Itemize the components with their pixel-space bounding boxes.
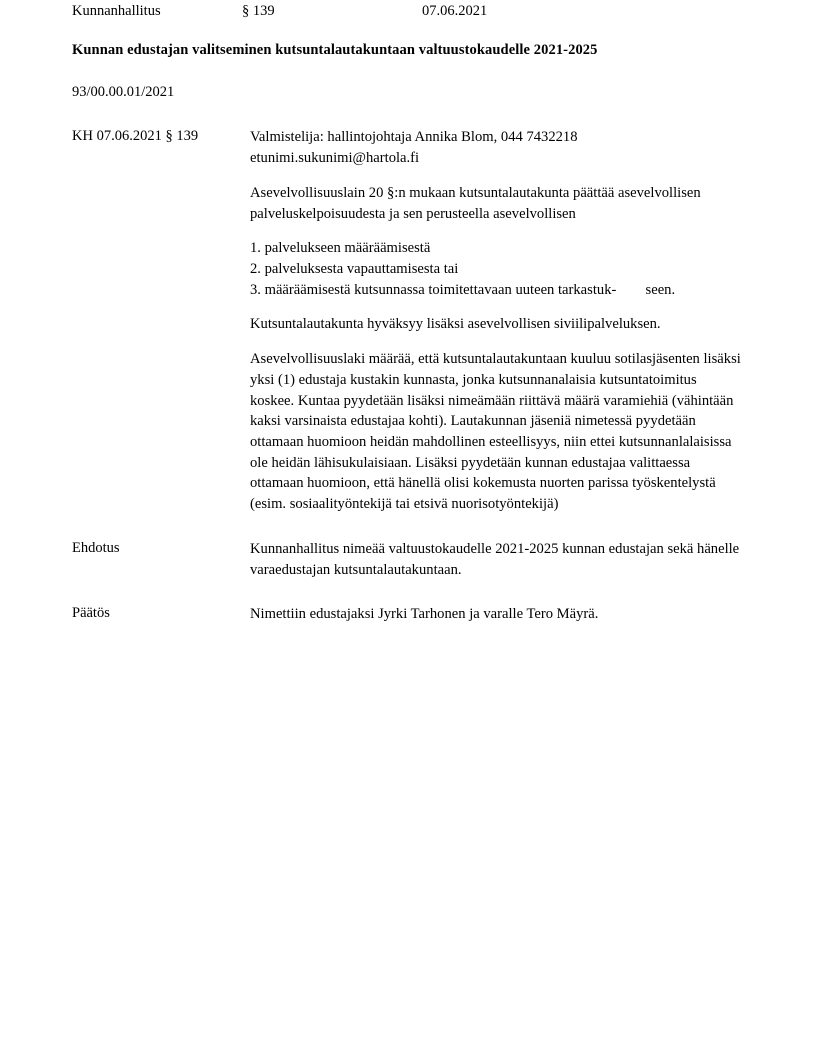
list-item: 1. palvelukseen määräämisestä bbox=[250, 240, 431, 257]
decision-body-block bbox=[72, 127, 744, 515]
list-item: 3. määräämisestä kutsunnassa toimitettavaan uuteen tarkastuk- seen. bbox=[250, 281, 676, 298]
civil-service-paragraph: Kutsuntalautakunta hyväksyy lisäksi asevelvollisen siviilipalveluksen. bbox=[250, 316, 661, 333]
proposal-block bbox=[72, 539, 744, 580]
reference-number: 93/00.00.01/2021 bbox=[72, 84, 175, 101]
decision-text: Nimettiin edustajaksi Jyrki Tarhonen ja varalle Tero Mäyrä. bbox=[250, 606, 599, 623]
decision-body-content bbox=[250, 127, 742, 515]
decision-label: Päätös bbox=[72, 605, 110, 622]
decision-reference-label: KH 07.06.2021 § 139 bbox=[72, 128, 199, 145]
preparer-email: etunimi.sukunimi@hartola.fi bbox=[250, 150, 420, 167]
header-organ: Kunnanhallitus bbox=[72, 3, 161, 19]
page-title: Kunnan edustajan valitseminen kutsuntalautakuntaan valtuustokaudelle 2021-2025 bbox=[72, 42, 598, 59]
header-date: 07.06.2021 bbox=[422, 3, 488, 19]
intro-paragraph: Asevelvollisuuslain 20 §:n mukaan kutsuntalautakunta päättää asevelvollisen palveluskelpoisuudesta ja sen perusteella asevelvollisen bbox=[250, 184, 701, 222]
decision-block bbox=[72, 604, 744, 625]
proposal-content bbox=[250, 539, 742, 580]
long-paragraph: Asevelvollisuuslaki määrää, että kutsuntalautakuntaan kuuluu sotilasjäsenten lisäksi yksi (1) edustaja kustakin kunnasta, jonka kutsunnanalaisia kutsuntatoimitus koskee. Kuntaa pyydetään lisäksi nimeämään riittävä määrä varamiehiä (vähintään kaksi varsinaista edustajaa kohti). Lautakunnan jäseniä nimetessä pyydetään ottamaan huomioon heidän mahdollinen esteellisyys, niin ettei kutsunnanlalaisissa ole heidän lähisukulaisiaan. Lisäksi pyydetään kunnan edustajaa valittaessa ottamaan huomioon, että hänellä olisi kokemusta nuorten parissa työskentelystä (esim. sosiaalityöntekijä tai etsivä nuorisotyöntekijä) bbox=[250, 351, 741, 513]
proposal-text: Kunnanhallitus nimeää valtuustokaudelle 2021-2025 kunnan edustajan sekä hänelle varaedustajan kutsuntalautakuntaan. bbox=[250, 540, 740, 578]
decision-content bbox=[250, 604, 742, 625]
proposal-label: Ehdotus bbox=[72, 539, 120, 556]
preparer-line-1: Valmistelija: hallintojohtaja Annika Blom, 044 7432218 bbox=[250, 129, 578, 146]
preparer-block bbox=[250, 127, 742, 168]
numbered-list bbox=[250, 238, 742, 300]
list-item: 2. palveluksesta vapauttamisesta tai bbox=[250, 260, 459, 277]
header-section-number: § 139 bbox=[242, 3, 275, 19]
document-header bbox=[72, 0, 744, 20]
